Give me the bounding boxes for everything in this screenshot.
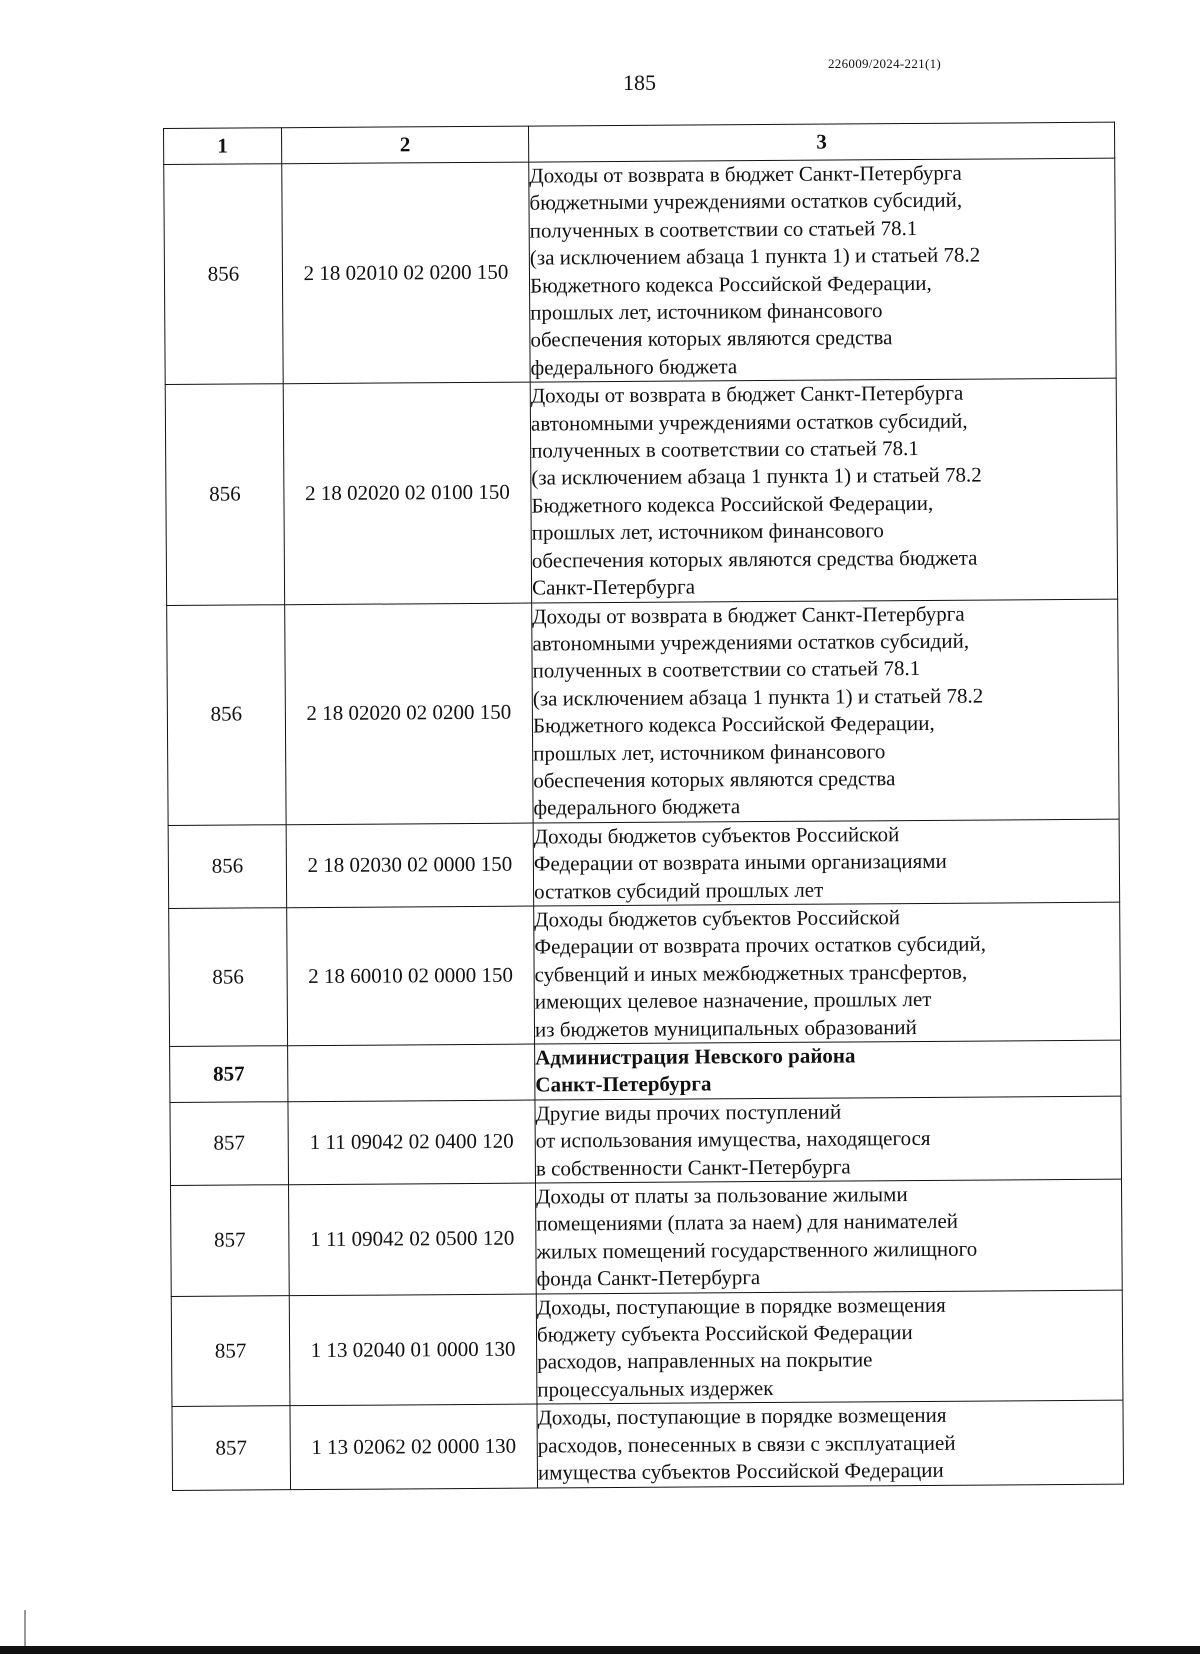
document-code: 226009/2024-221(1) — [828, 56, 941, 71]
description-line: полученных в соответствии со статьей 78.1 — [531, 436, 919, 463]
description-line: обеспечения которых являются средства — [533, 766, 896, 793]
description-line: субвенций и иных межбюджетных трансфертов, — [534, 959, 968, 987]
description-cell — [535, 1096, 1122, 1183]
admin-code-cell: 857 — [171, 1185, 290, 1296]
description-line: процессуальных издержек — [537, 1375, 774, 1402]
description-line: прошлых лет, источником финансового — [531, 518, 884, 545]
description-line: (за исключением абзаца 1 пункта 1) и статьей 78.2 — [531, 463, 982, 491]
description-line: прошлых лет, источником финансового — [530, 298, 883, 325]
table-row — [172, 1400, 1124, 1490]
column-header-1: 1 — [164, 128, 282, 165]
revenue-codes-table — [163, 122, 1124, 1491]
revenue-code-cell: 1 13 02062 02 0000 130 — [290, 1404, 538, 1489]
revenue-code-cell: 1 11 09042 02 0400 120 — [288, 1100, 536, 1185]
admin-code-cell: 857 — [170, 1046, 288, 1103]
description-line: Доходы бюджетов субъектов Российской — [533, 821, 900, 849]
table-row — [169, 902, 1121, 1046]
description-cell — [533, 819, 1120, 906]
description-line: автономными учреждениями остатков субсидий, — [530, 408, 968, 436]
description-line: Доходы, поступающие в порядке возмещения — [537, 1403, 947, 1430]
description-cell — [536, 1290, 1123, 1405]
description-line: в собственности Санкт-Петербурга — [535, 1154, 851, 1181]
description-line: Доходы от платы за пользование жилыми — [536, 1182, 908, 1209]
description-line: имеющих целевое назначение, прошлых лет — [534, 987, 932, 1014]
table-row — [167, 599, 1119, 826]
description-line: прошлых лет, источником финансового — [533, 738, 886, 766]
description-line: из бюджетов муниципальных образований — [534, 1014, 917, 1042]
column-header-3: 3 — [528, 122, 1114, 162]
admin-code-cell: 856 — [169, 908, 288, 1047]
description-cell — [535, 1040, 1121, 1100]
description-line: бюджету субъекта Российской Федерации — [536, 1320, 913, 1347]
description-line: Бюджетного кодекса Российской Федерации, — [529, 270, 932, 298]
description-line: Федерации от возврата иными организациями — [533, 848, 947, 876]
description-line: Доходы, поступающие в порядке возмещения — [536, 1292, 946, 1320]
column-header-2: 2 — [282, 126, 529, 164]
description-line: Администрация Невского района — [535, 1043, 856, 1070]
description-line: полученных в соответствии со статьей 78.1 — [529, 215, 918, 243]
page-number: 185 — [623, 70, 656, 95]
revenue-code-cell: 2 18 02030 02 0000 150 — [286, 823, 534, 908]
description-line: помещениями (плата за наем) для нанимателей — [536, 1209, 959, 1236]
description-line: Доходы от возврата в бюджет Санкт-Петербурга — [532, 601, 965, 629]
admin-code-cell: 856 — [168, 824, 287, 908]
description-line: федерального бюджета — [530, 354, 738, 380]
description-line: (за исключением абзаца 1 пункта 1) и статьей 78.2 — [529, 242, 981, 270]
table-row — [171, 1179, 1123, 1296]
description-line: Бюджетного кодекса Российской Федерации, — [532, 711, 935, 738]
revenue-code-cell: 1 13 02040 01 0000 130 — [289, 1294, 537, 1406]
description-line: фонда Санкт-Петербурга — [536, 1265, 761, 1291]
admin-code-cell: 856 — [164, 164, 283, 385]
table-row — [171, 1290, 1123, 1407]
table-row — [168, 819, 1120, 909]
revenue-code-cell — [288, 1044, 535, 1101]
description-cell — [534, 902, 1121, 1044]
table-row — [165, 378, 1117, 605]
revenue-code-cell: 2 18 02020 02 0100 150 — [283, 382, 531, 604]
description-line: Санкт-Петербурга — [535, 1071, 712, 1097]
description-line: Другие виды прочих поступлений — [535, 1099, 842, 1126]
description-line: имущества субъектов Российской Федерации — [537, 1457, 944, 1485]
revenue-code-cell: 1 11 09042 02 0500 120 — [289, 1183, 537, 1295]
description-line: (за исключением абзаца 1 пункта 1) и статьей 78.2 — [532, 683, 984, 711]
description-line: остатков субсидий прошлых лет — [533, 877, 824, 904]
description-cell — [530, 378, 1117, 602]
description-line: автономными учреждениями остатков субсидий, — [532, 628, 970, 656]
description-line: Санкт-Петербурга — [531, 574, 696, 600]
description-line: расходов, направленных на покрытие — [537, 1347, 873, 1375]
admin-code-cell: 856 — [167, 604, 286, 825]
description-line: обеспечения которых являются средства — [530, 325, 893, 353]
description-cell — [532, 599, 1119, 823]
table-body — [164, 158, 1124, 1490]
admin-code-cell: 857 — [172, 1406, 291, 1490]
description-line: Бюджетного кодекса Российской Федерации, — [531, 490, 934, 518]
description-line: федерального бюджета — [533, 794, 741, 820]
table-row — [170, 1096, 1122, 1186]
description-line: расходов, понесенных в связи с эксплуатацией — [537, 1430, 956, 1458]
description-cell — [529, 158, 1116, 382]
description-cell — [536, 1179, 1123, 1294]
description-line: бюджетными учреждениями остатков субсидий, — [529, 188, 963, 215]
description-line: жилых помещений государственного жилищного — [536, 1236, 978, 1264]
table-row — [164, 158, 1116, 385]
description-line: Доходы от возврата в бюджет Санкт-Петербурга — [530, 380, 964, 408]
description-line: Доходы бюджетов субъектов Российской — [534, 905, 900, 932]
revenue-code-cell: 2 18 60010 02 0000 150 — [287, 906, 535, 1046]
revenue-code-cell: 2 18 02010 02 0200 150 — [282, 162, 530, 384]
description-line: Федерации от возврата прочих остатков субсидий, — [534, 931, 987, 959]
description-line: полученных в соответствии со статьей 78.1 — [532, 656, 921, 683]
description-line: от использования имущества, находящегося — [535, 1126, 931, 1153]
description-line: Доходы от возврата в бюджет Санкт-Петербурга — [529, 160, 962, 188]
admin-code-cell: 857 — [170, 1102, 289, 1186]
table-section-row — [170, 1040, 1121, 1102]
scan-shadow — [0, 1646, 1200, 1654]
revenue-code-cell: 2 18 02020 02 0200 150 — [285, 603, 533, 825]
description-cell — [537, 1400, 1124, 1487]
admin-code-cell: 857 — [171, 1295, 290, 1406]
description-line: обеспечения которых являются средства бюджета — [531, 545, 978, 573]
admin-code-cell: 856 — [165, 384, 284, 605]
